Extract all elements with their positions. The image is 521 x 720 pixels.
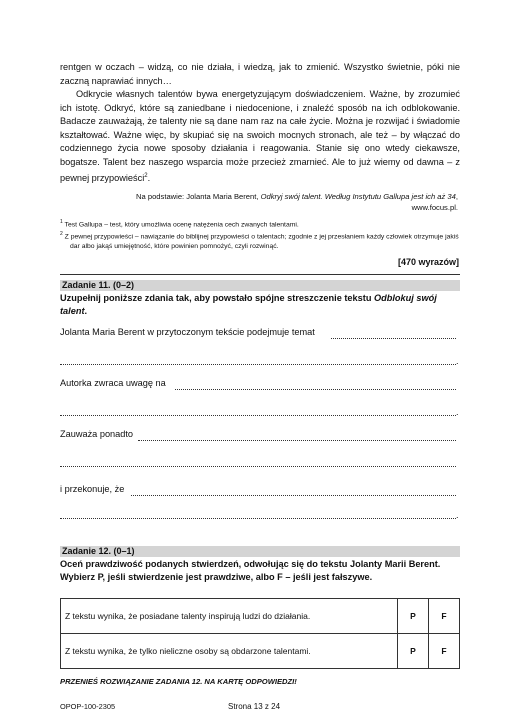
answer-dots[interactable]	[175, 389, 456, 390]
task-12-instruction: Oceń prawdziwość podanych stwierdzeń, odwołując się do tekstu Jolanty Marii Berent. Wybierz P, jeśli stwierdzenie jest prawdziwe, albo F – jeśli jest fałszywe.	[60, 559, 441, 582]
period: .	[456, 356, 459, 366]
false-option[interactable]: F	[429, 634, 460, 669]
period: .	[456, 407, 459, 417]
source-url: www.focus.pl.	[411, 203, 458, 212]
paragraph-1: rentgen w oczach – widzą, co nie działa, i wiedzą, jak to zmienić. Wszystko świetnie, póki nie zaczną naprawiać innych…	[60, 62, 460, 86]
summary-line-2[interactable]: Autorka zwraca uwagę na	[60, 378, 166, 388]
source-citation: Na podstawie: Jolanta Maria Berent, Odkryj swój talent. Według Instytutu Gallupa jest ich aż 34, www.focus.pl.	[60, 191, 458, 213]
footnote-1: $^1$ Test Gallupa – test, który umożliwia ocenę natężenia cech zwanych talentami.	[60, 219, 299, 229]
false-option[interactable]: F	[429, 599, 460, 634]
answer-dots[interactable]	[131, 495, 456, 496]
footnote-2: $^2$ Z pewnej przypowieści – nawiązanie do biblijnej przypowieści o talentach; zgodnie z jej przesłaniem każdy człowiek otrzymuje jakiś dar albo jakąś umiejętność, które powinien pomnożyć, czyli rozwinąć.	[60, 230, 459, 250]
period: .	[456, 510, 459, 520]
page-number: Strona 13 z 24	[228, 702, 281, 711]
task-12-header: Zadanie 12. (0–1)	[60, 546, 460, 557]
summary-line-3[interactable]: Zauważa ponadto	[60, 429, 134, 439]
statement-cell: Z tekstu wynika, że posiadane talenty inspirują ludzi do działania.	[61, 599, 398, 634]
answer-dots[interactable]	[138, 440, 456, 441]
answer-dots[interactable]	[60, 415, 456, 416]
answer-dots[interactable]	[60, 518, 456, 519]
statement-cell: Z tekstu wynika, że tylko nieliczne osoby są obdarzone talentami.	[61, 634, 398, 669]
divider	[60, 274, 460, 275]
table-row	[61, 599, 460, 634]
transfer-instruction: PRZENIEŚ ROZWIĄZANIE ZADANIA 12. NA KARTĘ ODPOWIEDZI!	[60, 677, 297, 686]
table-row	[61, 634, 460, 669]
summary-line-4[interactable]: i przekonuje, że	[60, 484, 125, 494]
paragraph-2: Odkrycie własnych talentów bywa energetyzującym doświadczeniem. Ważne, by zrozumieć ich istotę. Odkryć, które są zaniedbane i niedocenione, i znaleźć sposób na ich odblokowanie. Badacze zauważają, że talenty nie są dane nam raz na całe życie. Można je rozwijać i świadomie kształtować. Ważne więc, by skupiać się na swoich mocnych stronach, ale też – by włączać do codziennego życia nowe sposoby działania i reagowania. Stanie się ono wtedy ciekawsze, bogatsze. Talent bez naszego wsparcia może przecież zmarnieć. Ale to już wiemy od dawna – z pewnej przypowieści$^2$.	[60, 89, 460, 183]
true-option[interactable]: P	[398, 634, 429, 669]
task-11-instruction: Uzupełnij poniższe zdania tak, aby powstało spójne streszczenie tekstu Odblokuj swój talent.	[60, 293, 437, 316]
word-count: [470 wyrazów]	[397, 257, 459, 267]
summary-line-1[interactable]: Jolanta Maria Berent w przytoczonym tekście podejmuje temat	[60, 327, 315, 337]
answer-dots[interactable]	[60, 466, 456, 467]
exam-code: OPOP-100-2305	[60, 702, 116, 711]
task-11-header: Zadanie 11. (0–2)	[60, 280, 460, 291]
answer-dots[interactable]	[331, 338, 456, 339]
footnotes	[60, 218, 460, 251]
answer-dots[interactable]	[60, 364, 456, 365]
true-option[interactable]: P	[398, 599, 429, 634]
true-false-table	[60, 598, 460, 669]
